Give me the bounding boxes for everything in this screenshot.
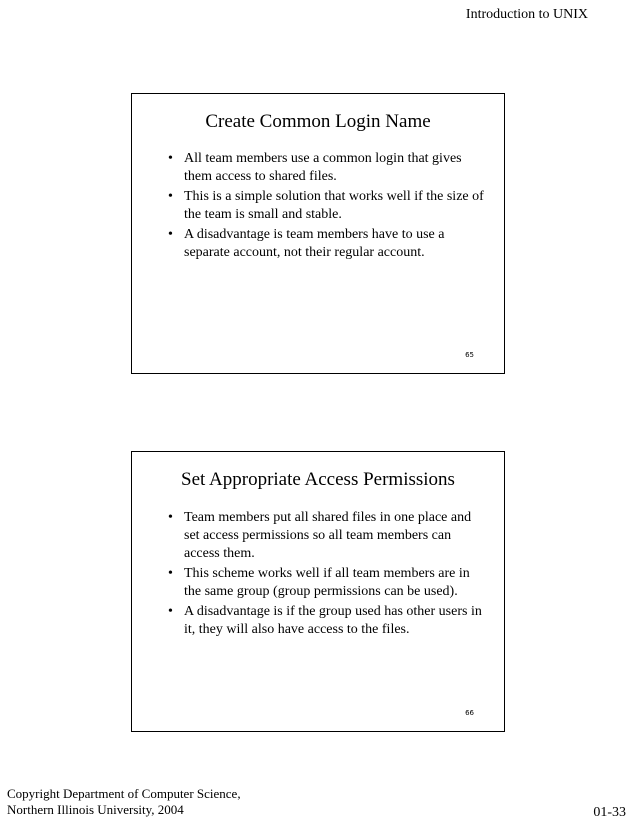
bullet-item: • A disadvantage is if the group used has other users in it, they will also have access to the files. <box>168 604 482 637</box>
copyright-line: Northern Illinois University, 2004 <box>7 802 184 817</box>
bullet-list <box>168 150 486 264</box>
bullet-list <box>168 509 486 641</box>
bullet-item: • This scheme works well if all team members are in the same group (group permissions can be used). <box>168 566 470 599</box>
bullet-icon: • <box>168 510 173 525</box>
copyright-line: Copyright Department of Computer Science, <box>7 786 241 801</box>
bullet-icon: • <box>168 604 173 619</box>
bullet-item: • Team members put all shared files in one place and set access permissions so all team members can access them. <box>168 510 472 561</box>
slide-number: 66 <box>465 709 474 717</box>
bullet-icon: • <box>168 566 173 581</box>
bullet-icon: • <box>168 189 173 204</box>
bullet-item: • A disadvantage is team members have to use a separate account, not their regular account. <box>168 227 445 260</box>
bullet-item: • All team members use a common login that gives them access to shared files. <box>168 151 462 184</box>
footer-copyright <box>7 786 241 818</box>
bullet-item: • This is a simple solution that works well if the size of the team is small and stable. <box>168 189 484 222</box>
slide-title: Create Common Login Name <box>205 111 431 132</box>
document-header-title: Introduction to UNIX <box>465 7 588 22</box>
bullet-icon: • <box>168 227 173 242</box>
page-number: 01-33 <box>593 805 626 820</box>
bullet-icon: • <box>168 151 173 166</box>
slide-title: Set Appropriate Access Permissions <box>181 469 455 490</box>
slide-65 <box>131 93 505 374</box>
slide-number: 65 <box>465 351 474 359</box>
slide-66 <box>131 451 505 732</box>
